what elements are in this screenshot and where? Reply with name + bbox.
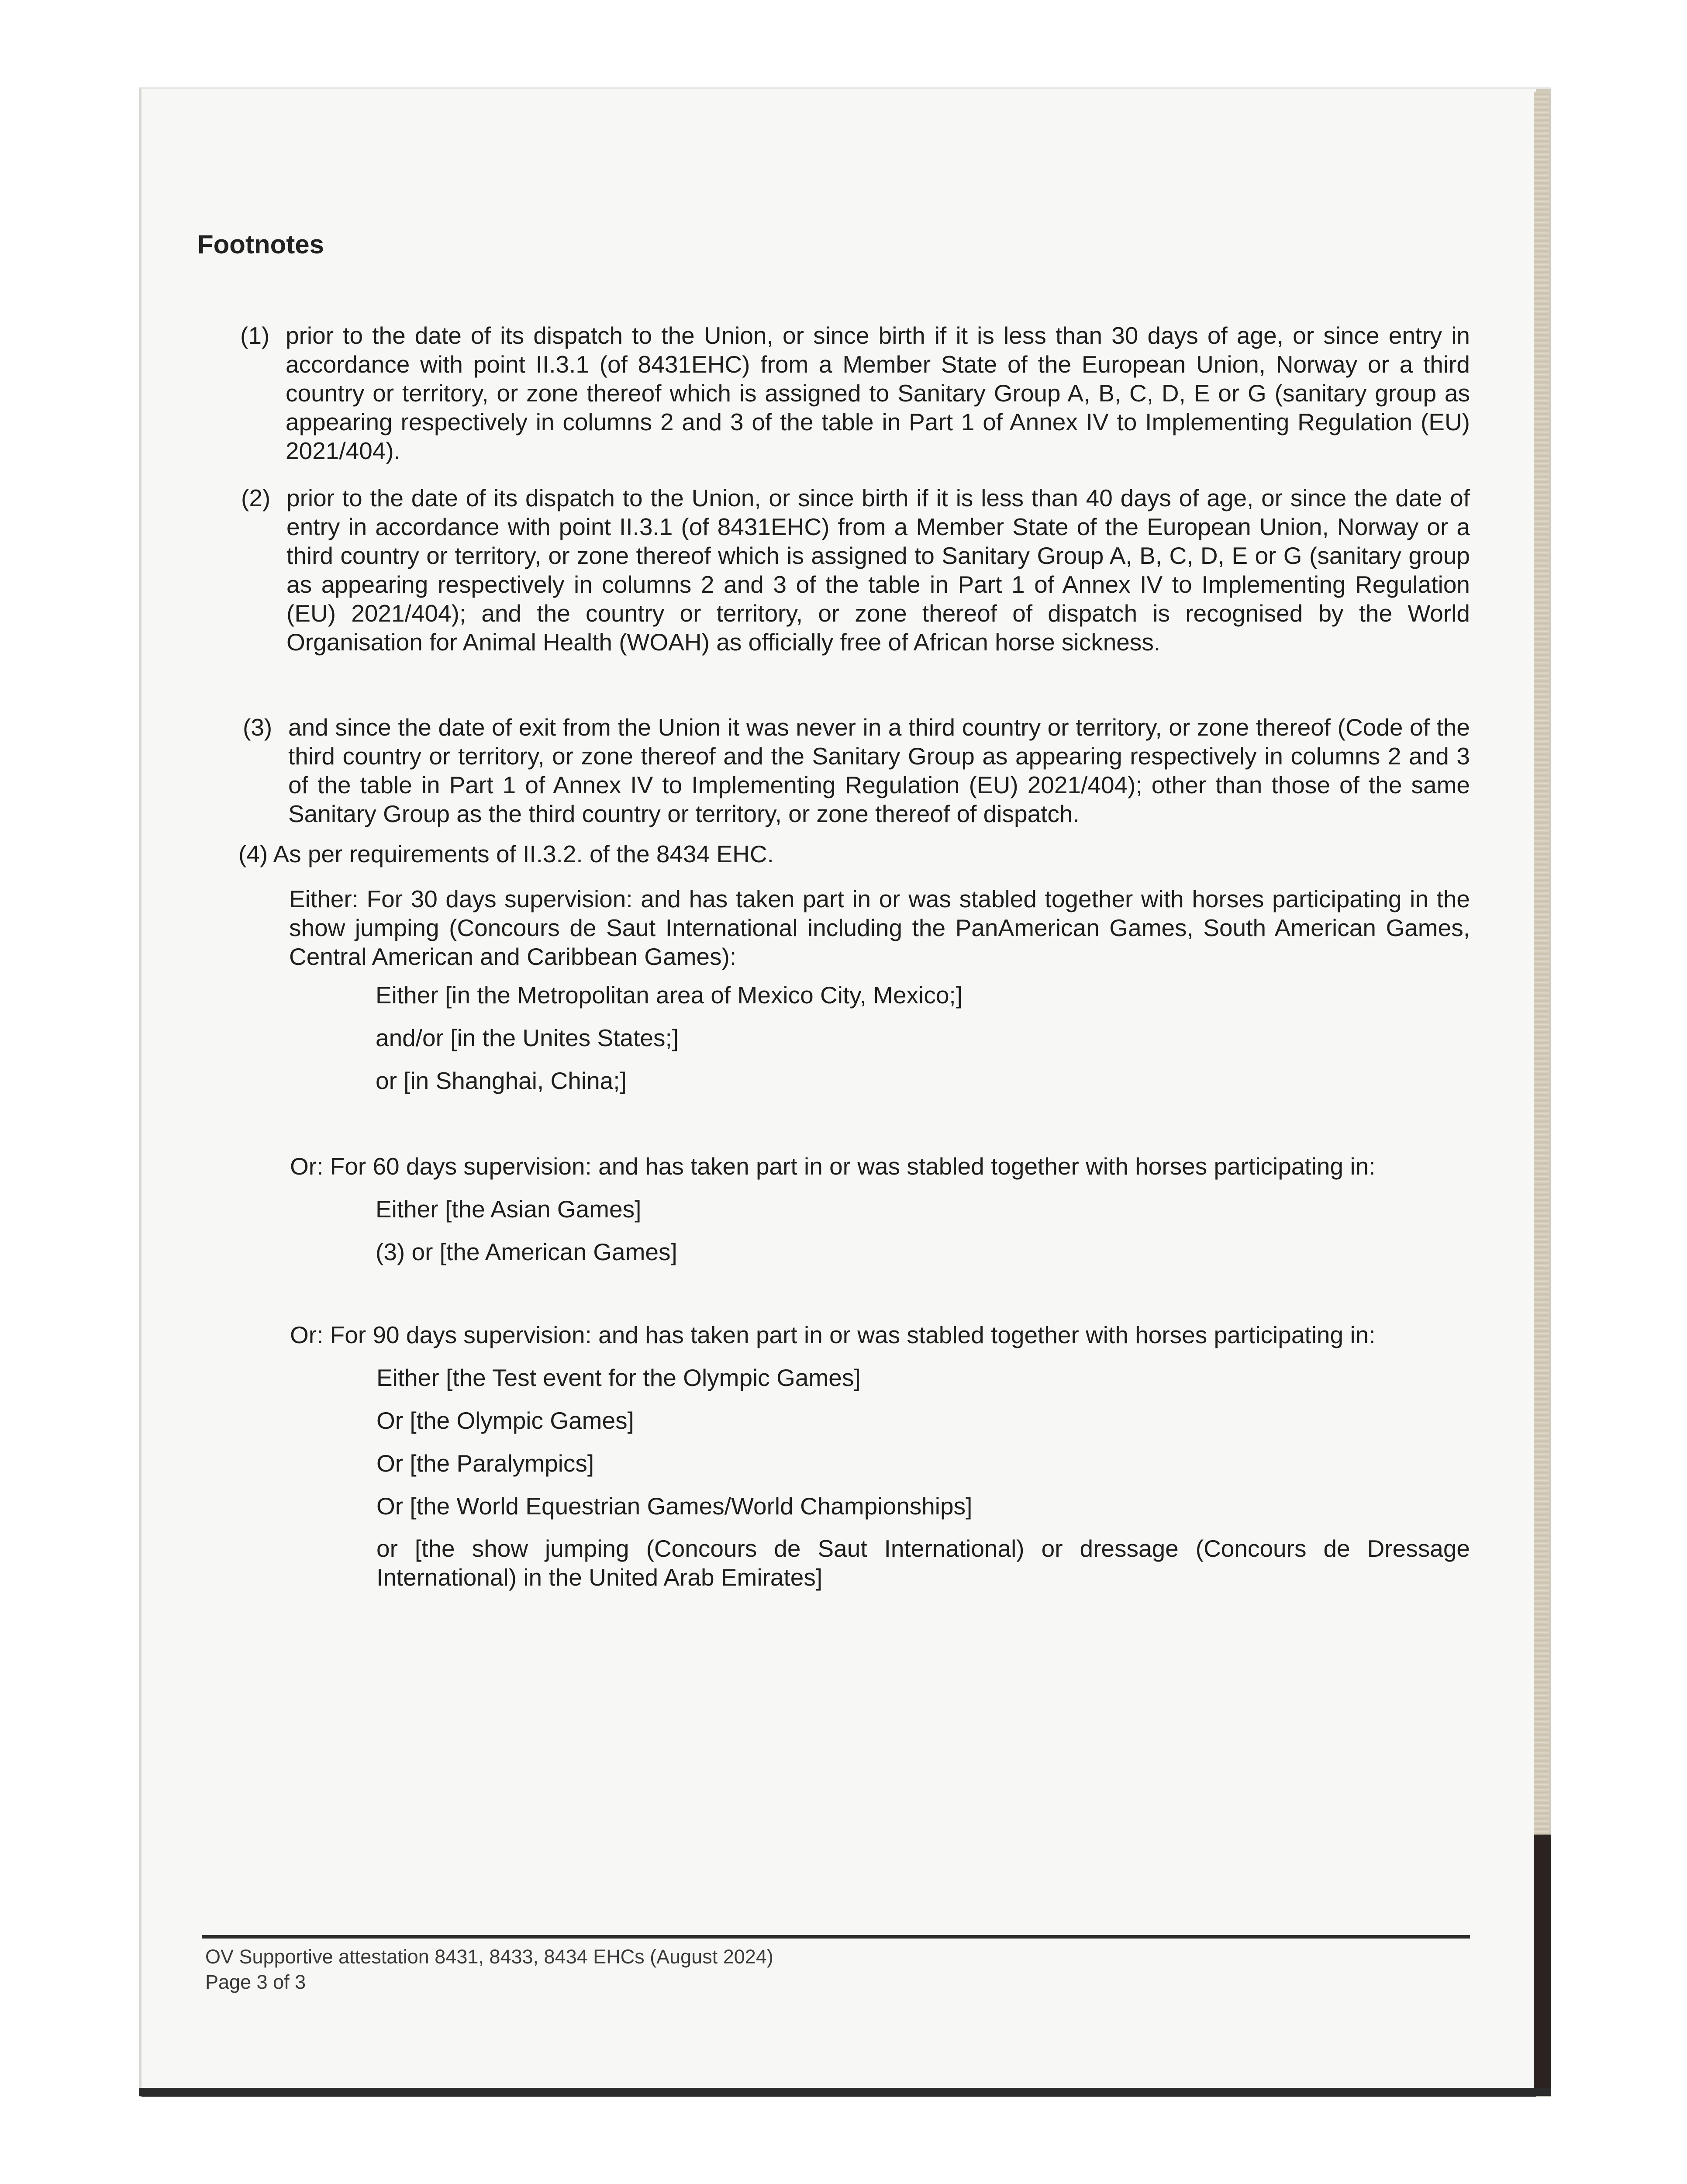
- footnote-3-text: and since the date of exit from the Union it was never in a third country or territory, or zone thereof (Code of the third country or territory, or zone thereof and the Sanitary Group as appearing respectively in columns 2 and 3 of the table in Part 1 of Annex IV to Implementing Regulation (EU) 2021/404); other than those of the same Sanitary Group as the third country or territory, or zone thereof of dispatch.: [288, 714, 1470, 827]
- supervision-60-option-1: Either [the Asian Games]: [376, 1196, 642, 1223]
- supervision-90-intro: Or: For 90 days supervision: and has taken part in or was stabled together with horses participating in:: [290, 1321, 1376, 1348]
- supervision-60-intro: Or: For 60 days supervision: and has taken part in or was stabled together with horses participating in:: [290, 1153, 1376, 1180]
- footnotes-heading: Footnotes: [197, 230, 324, 259]
- supervision-30-intro: Either: For 30 days supervision: and has taken part in or was stabled together with horses participating in the show jumping (Concours de Saut International including the PanAmerican Games, South American Games, Central American and Caribbean Games):: [289, 885, 1470, 970]
- supervision-90-option-5: or [the show jumping (Concours de Saut International) or dressage (Concours de Dressage International) in the United Arab Emirates]: [376, 1535, 1470, 1591]
- supervision-90-option-4: Or [the World Equestrian Games/World Championships]: [376, 1493, 973, 1520]
- page-edge-right: [1534, 92, 1549, 2095]
- page-edge-bottom: [139, 2088, 1551, 2096]
- footnote-2: [241, 484, 1470, 657]
- supervision-60-option-2: (3) or [the American Games]: [376, 1238, 677, 1265]
- footnote-1: [240, 321, 1470, 465]
- supervision-30-option-1: Either [in the Metropolitan area of Mexico City, Mexico;]: [376, 981, 963, 1009]
- footnote-1-text: prior to the date of its dispatch to the Union, or since birth if it is less than 30 days of age, or since entry in accordance with point II.3.1 (of 8431EHC) from a Member State of the European Union, Norway or a third country or territory, or zone thereof which is assigned to Sanitary Group A, B, C, D, E or G (sanitary group as appearing respectively in columns 2 and 3 of the table in Part 1 of Annex IV to Implementing Regulation (EU) 2021/404).: [286, 322, 1470, 464]
- footnote-3: [243, 713, 1470, 828]
- supervision-90-option-1: Either [the Test event for the Olympic Games]: [376, 1364, 861, 1391]
- footer-document-title: OV Supportive attestation 8431, 8433, 8434 EHCs (August 2024): [205, 1946, 773, 1968]
- footer-page-number: Page 3 of 3: [205, 1971, 306, 1993]
- footnote-2-number: (2): [241, 484, 271, 511]
- supervision-30-option-3: or [in Shanghai, China;]: [376, 1067, 627, 1094]
- footnote-2-text: prior to the date of its dispatch to the Union, or since birth if it is less than 40 days of age, or since the date of entry in accordance with point II.3.1 (of 8431EHC) from a Member State of the European Union, Norway or a third country or territory, or zone thereof which is assigned to Sanitary Group A, B, C, D, E or G (sanitary group as appearing respectively in columns 2 and 3 of the table in Part 1 of Annex IV to Implementing Regulation (EU) 2021/404); and the country or territory, or zone thereof of dispatch is recognised by the World Organisation for Animal Health (WOAH) as officially free of African horse sickness.: [286, 484, 1470, 656]
- supervision-90-option-3: Or [the Paralympics]: [376, 1450, 594, 1477]
- footnote-3-number: (3): [243, 714, 273, 741]
- footnote-1-number: (1): [240, 322, 270, 349]
- supervision-90-option-2: Or [the Olympic Games]: [376, 1407, 634, 1434]
- page-corner-shadow: [1534, 1835, 1551, 2095]
- supervision-30-option-2: and/or [in the Unites States;]: [376, 1024, 679, 1051]
- footnote-4: (4) As per requirements of II.3.2. of the 8434 EHC.: [238, 840, 774, 867]
- footer-rule: [202, 1935, 1470, 1939]
